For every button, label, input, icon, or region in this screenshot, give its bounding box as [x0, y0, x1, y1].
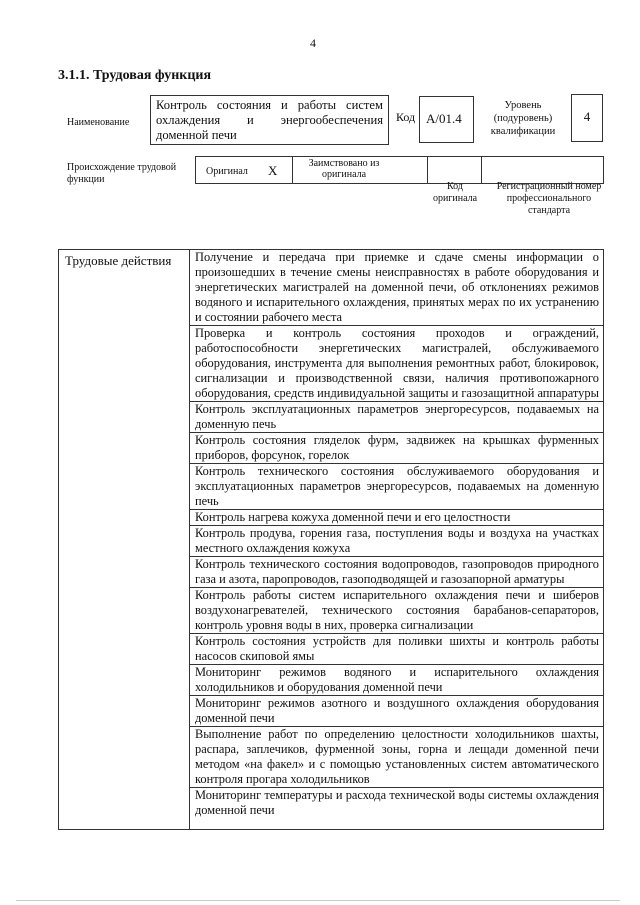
page-bottom-edge [16, 900, 620, 901]
code-value: А/01.4 [419, 96, 474, 143]
table-row: Контроль эксплуатационных параметров энергоресурсов, подаваемых на доменную печь [190, 402, 603, 433]
origin-divider [427, 157, 428, 183]
table-row: Проверка и контроль состояния проходов и ограждений, работоспособности энергетических магистралей, обслуживаемого оборудования, инструмента для выполнения ремонтных работ, блокировок, сигнализации и производственной связи, наличия противопожарного оборудования, средств индивидуальной защиты и газозащитной аппаратуры [190, 326, 603, 402]
table-row: Выполнение работ по определению целостности холодильников шахты, распара, заплечиков, фурменной зоны, горна и лещади доменной печи методом «на факел» и с помощью установленных систем автоматического контроля прогара холодильников [190, 727, 603, 788]
table-row: Контроль состояния устройств для поливки шихты и контроль работы насосов скиповой ямы [190, 634, 603, 665]
original-label: Оригинал [206, 166, 248, 177]
table-row: Контроль продува, горения газа, поступления воды и воздуха на участках местного охлаждения кожуха [190, 526, 603, 557]
registration-caption: Регистрационный номер профессионального стандарта [496, 181, 602, 216]
function-name-value: Контроль состояния и работы систем охлаждения и энергообеспечения доменной печи [150, 95, 389, 145]
section-title: 3.1.1. Трудовая функция [58, 68, 212, 83]
table-row: Мониторинг температуры и расхода технической воды системы охлаждения доменной печи [195, 788, 599, 817]
page-number: 4 [310, 36, 316, 50]
name-label: Наименование [67, 117, 130, 128]
origin-label: Происхождение трудовой функции [67, 162, 177, 185]
borrowed-label: Заимствовано из оригинала [308, 158, 380, 180]
table-row: Контроль нагрева кожуха доменной печи и его целостности [190, 510, 603, 526]
table-row: Контроль состояния гляделок фурм, задвижек на крышках фурменных приборов, форсунок, горелок [190, 433, 603, 464]
code-label: Код [396, 110, 416, 124]
labor-actions-list [190, 250, 603, 818]
level-label: Уровень (подуровень) квалификации [490, 100, 556, 137]
table-row: Получение и передача при приемке и сдаче смены информации о произошедших в течение смены неисправностях в работе оборудования и энергетических магистралей на доменной печи, об отклонениях режимов водяного и испарительного охлаждения, принятых мерах по их устранению и состоянии рабочего места [190, 250, 603, 326]
labor-actions-label: Трудовые действия [59, 250, 190, 829]
level-value: 4 [571, 94, 603, 142]
table-row: Мониторинг режимов водяного и испарительного охлаждения холодильников и оборудования доменной печи [190, 665, 603, 696]
code-caption: Код оригинала [432, 181, 478, 204]
origin-divider [292, 157, 293, 183]
table-row: Контроль работы систем испарительного охлаждения печи и шиберов воздухонагревателей, технического состояния барабанов-сепараторов, контроль уровня воды в них, проверка сигнализации [190, 588, 603, 634]
table-row: Контроль технического состояния обслуживаемого оборудования и эксплуатационных параметров энергоресурсов, подаваемых на доменную печь [190, 464, 603, 510]
table-row: Мониторинг режимов азотного и воздушного охлаждения оборудования доменной печи [190, 696, 603, 727]
original-mark: X [268, 163, 278, 178]
origin-divider [481, 157, 482, 183]
labor-actions-table [58, 249, 604, 830]
table-row: Контроль технического состояния водопроводов, газопроводов природного газа и азота, паропроводов, газоподводящей и газозапорной арматуры [190, 557, 603, 588]
origin-table [195, 156, 604, 184]
